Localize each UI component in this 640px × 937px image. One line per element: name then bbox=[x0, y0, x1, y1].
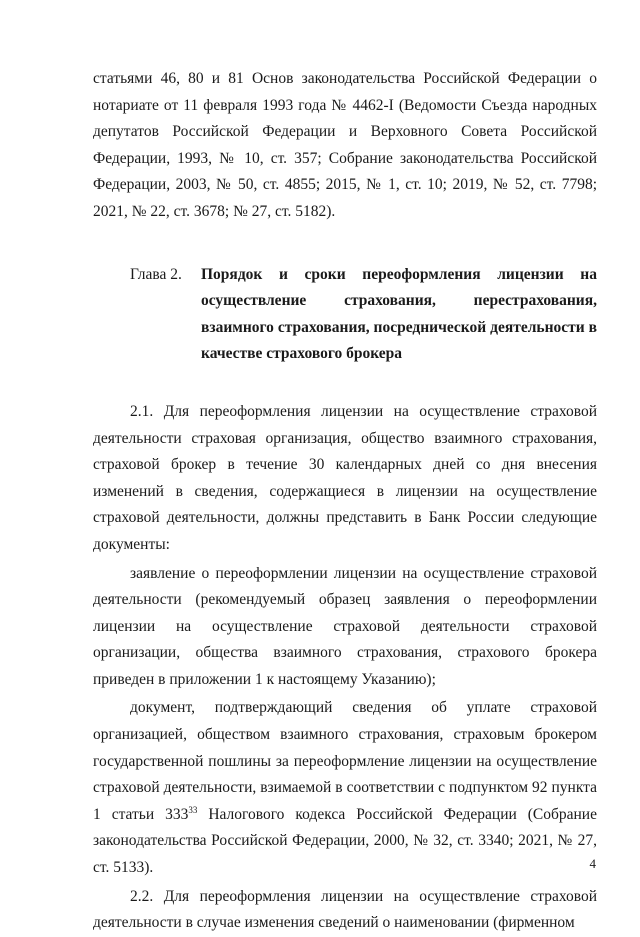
text-column bbox=[93, 66, 597, 937]
intro-paragraph: статьями 46, 80 и 81 Основ законодательства Российской Федерации о нотариате от 11 февраля 1993 года № 4462-I (Ведомости Съезда народных депутатов Российской Федерации и Верховного Совета Российской Федерации, 1993, № 10, ст. 357; Собрание законодательства Российской Федерации, 2003, № 50, ст. 4855; 2015, № 1, ст. 10; 2019, № 52, ст. 7798; 2021, № 22, ст. 3678; № 27, ст. 5182). bbox=[93, 70, 597, 220]
paragraph-document-main: документ, подтверждающий сведения об уплате страховой организацией, обществом взаимного страхования, страховым брокером государственной пошлины за переоформление лицензии на осуществление страховой деятельности, взимаемой в соответствии с подпунктом 92 пункта 1 статьи 333 bbox=[93, 699, 597, 823]
article-superscript: 33 bbox=[188, 804, 198, 815]
chapter-label: Глава 2. bbox=[130, 265, 182, 283]
chapter-title: Порядок и сроки переоформления лицензии на осуществление страхования, перестрахования, взаимного страхования, посреднической деятельности в качестве страхового брокера bbox=[201, 265, 597, 363]
paragraph-2-2: 2.2. Для переоформления лицензии на осуществление страховой деятельности в случае изменения сведений о наименовании (фирменном bbox=[93, 887, 597, 932]
paragraph-document bbox=[93, 695, 597, 881]
paragraph-application: заявление о переоформлении лицензии на осуществление страховой деятельности (рекомендуемый образец заявления о переоформлении лицензии на осуществление страховой деятельности страховой организации, общества взаимного страхования, страхового брокера приведен в приложении 1 к настоящему Указанию); bbox=[93, 564, 597, 688]
chapter-heading bbox=[93, 262, 597, 368]
paragraph-document-tail: Налогового кодекса Российской Федерации (Собрание законодательства Российской Федерации, 2000, № 32, ст. 3340; 2021, № 27, ст. 5133). bbox=[93, 805, 597, 877]
paragraph-2-1: 2.1. Для переоформления лицензии на осуществление страховой деятельности страховая организация, общество взаимного страхования, страховой брокер в течение 30 календарных дней со дня внесения изменений в сведения, содержащиеся в лицензии на осуществление страховой деятельности, должны представить в Банк России следующие документы: bbox=[93, 402, 597, 553]
page-number: 4 bbox=[589, 856, 596, 871]
